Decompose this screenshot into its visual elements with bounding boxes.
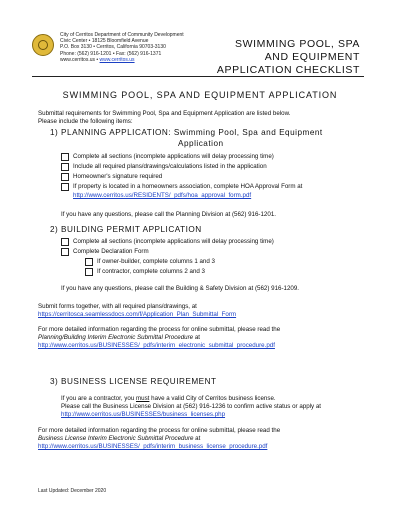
- checkbox[interactable]: [61, 183, 69, 191]
- submit-instructions: Submit forms together, with all required plans/drawings, at: [38, 303, 197, 310]
- header-title-line: AND EQUIPMENT: [264, 51, 360, 63]
- more-info-text: For more detailed information regarding the process for online submittal, please read the: [38, 427, 281, 434]
- checkbox[interactable]: [61, 163, 69, 171]
- checklist-item: If property is located in a homeowners association, complete HOA Approval Form at: [73, 183, 303, 190]
- procedure-title: Business License Interim Electronic Submittal Procedure: [38, 435, 194, 442]
- checkbox[interactable]: [61, 173, 69, 181]
- license-text: have a valid City of Cerritos business license.: [149, 395, 276, 402]
- checklist-item: Complete Declaration Form: [73, 248, 149, 255]
- must-emphasis: must: [135, 395, 150, 402]
- more-info-text: For more detailed information regarding the process for online submittal, please read the: [38, 326, 281, 333]
- header-divider: [32, 76, 364, 77]
- checklist-subitem: If owner-builder, complete columns 1 and 3: [97, 258, 215, 265]
- section-heading-planning-cont: Application: [178, 139, 224, 148]
- checklist-subitem: If contractor, complete columns 2 and 3: [97, 268, 205, 275]
- last-updated: Last Updated: December 2020: [38, 488, 107, 494]
- hoa-form-link[interactable]: http://www.cerritos.us/RESIDENTS/_pdfs/hoa_approval_form.pdf: [73, 192, 252, 199]
- address-line: Civic Center • 18125 Bloomfield Avenue: [60, 38, 149, 45]
- address-line: P.O. Box 3130 • Cerritos, California 90703-3130: [60, 44, 166, 51]
- procedure-reference: [38, 334, 200, 342]
- checkbox[interactable]: [61, 248, 69, 256]
- building-contact: If you have any questions, please call the Building & Safety Division at (562) 916-1209.: [61, 285, 300, 292]
- submittal-form-link[interactable]: https://cerritosca.seamlessdocs.com/f/Application_Plan_Submittal_Form: [38, 311, 237, 318]
- intro-line: Please include the following items:: [38, 118, 133, 125]
- address-line: Phone: (562) 916-1201 • Fax: (562) 916-1371: [60, 50, 162, 57]
- checklist-item: Complete all sections (incomplete applications will delay processing time): [73, 238, 274, 245]
- website-link[interactable]: www.cerritos.us: [99, 56, 135, 63]
- section-heading-license: 3) BUSINESS LICENSE REQUIREMENT: [50, 377, 217, 386]
- electronic-procedure-link[interactable]: http://www.cerritos.us/BUSINESSES/_pdfs/interim_electronic_submittal_procedure.pdf: [38, 342, 275, 349]
- checkbox[interactable]: [85, 258, 93, 266]
- header-title-line: APPLICATION CHECKLIST: [216, 64, 360, 76]
- department-address: [60, 32, 184, 63]
- city-seal-icon: [32, 34, 54, 56]
- web-line: [60, 57, 184, 63]
- planning-contact: If you have any questions, please call the Planning Division at (562) 916-1201.: [61, 211, 276, 218]
- at-text: at: [193, 435, 201, 442]
- license-text: If you are a contractor, you: [61, 395, 136, 402]
- checklist-header-title: [210, 38, 360, 77]
- checkbox[interactable]: [85, 268, 93, 276]
- at-text: at: [193, 334, 201, 341]
- license-requirement: [61, 395, 276, 403]
- address-line: City of Cerritos Department of Community Development: [60, 32, 184, 38]
- checkbox[interactable]: [61, 153, 69, 161]
- checklist-item: Include all required plans/drawings/calculations listed in the application: [73, 163, 267, 170]
- license-contact: Please call the Business License Division at (562) 916-1236 to confirm active status or apply at: [61, 403, 322, 410]
- checklist-item: Complete all sections (incomplete applications will delay processing time): [73, 153, 274, 160]
- business-license-link[interactable]: http://www.cerritos.us/BUSINESSES/business_licenses.php: [61, 411, 226, 418]
- license-procedure-link[interactable]: http://www.cerritos.us/BUSINESSES/_pdfs/interim_business_license_procedure.pdf: [38, 443, 268, 450]
- section-heading-planning: 1) PLANNING APPLICATION: Swimming Pool, Spa and Equipment: [50, 128, 323, 137]
- checkbox[interactable]: [61, 238, 69, 246]
- procedure-title: Planning/Building Interim Electronic Submittal Procedure: [38, 334, 194, 341]
- procedure-reference: [38, 435, 200, 443]
- intro-line: Submittal requirements for Swimming Pool, Spa and Equipment Application are listed below.: [38, 110, 291, 117]
- web-prefix: www.cerritos.us •: [60, 56, 100, 63]
- header-title-line: SWIMMING POOL, SPA: [235, 38, 360, 50]
- page-title: SWIMMING POOL, SPA AND EQUIPMENT APPLICATION: [62, 90, 338, 100]
- checklist-item: Homeowner's signature required: [73, 173, 163, 180]
- section-heading-building: 2) BUILDING PERMIT APPLICATION: [50, 225, 202, 234]
